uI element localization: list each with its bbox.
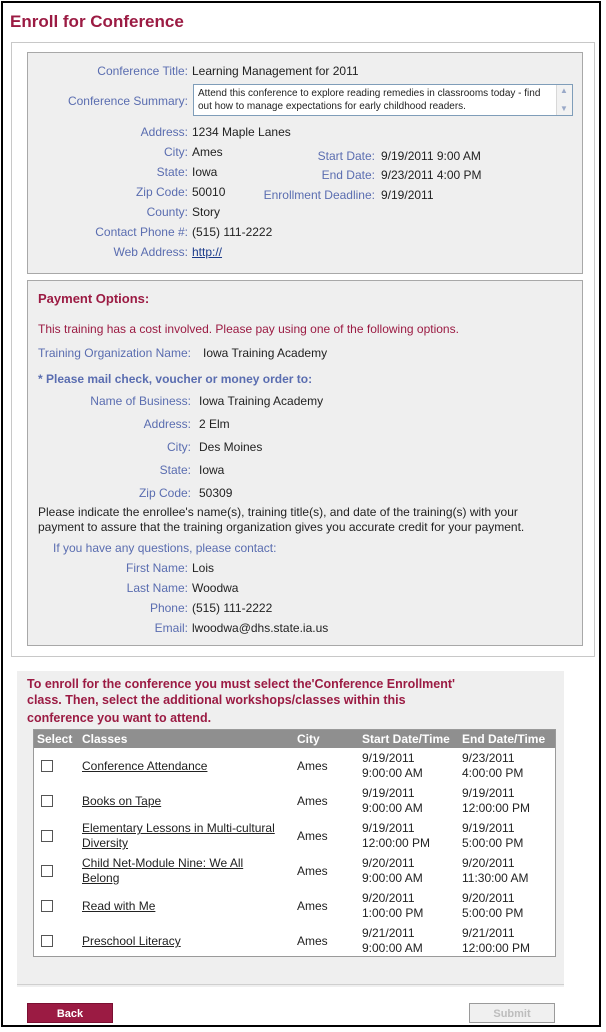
row-select-checkbox[interactable] [41,935,53,947]
end-time: 11:30:00 AM [462,871,529,885]
header-city: City [297,732,320,746]
end-date-value: 9/23/2011 4:00 PM [381,168,482,182]
submit-button[interactable]: Submit [469,1003,555,1023]
header-start: Start Date/Time [362,732,450,746]
row-select-checkbox[interactable] [41,795,53,807]
table-row [34,890,555,925]
class-link[interactable]: Read with Me [82,899,156,913]
state-value: Iowa [192,165,218,179]
table-header [34,730,555,748]
header-classes: Classes [82,732,128,746]
class-city: Ames [297,899,328,913]
payment-state-value: Iowa [199,463,225,477]
payment-city-value: Des Moines [199,440,263,454]
row-select-checkbox[interactable] [41,900,53,912]
end-date: 9/20/2011 [462,856,515,870]
state-label: State: [156,165,188,179]
end-time: 4:00:00 PM [462,766,524,780]
start-date: 9/21/2011 [362,926,415,940]
class-city: Ames [297,794,328,808]
start-date: 9/20/2011 [362,856,415,870]
class-link[interactable]: Books on Tape [82,794,162,808]
start-date-value: 9/19/2011 9:00 AM [381,149,481,163]
zip-label: Zip Code: [135,185,188,199]
enrollment-deadline-label: Enrollment Deadline: [263,188,375,202]
training-org-value: Iowa Training Academy [203,346,328,360]
conference-summary-label: Conference Summary: [67,94,188,108]
header-select: Select [37,732,73,746]
start-time: 1:00:00 PM [362,906,424,920]
email-value: lwoodwa@dhs.state.ia.us [192,621,329,635]
enroll-instruction-line1: To enroll for the conference you must select the'Conference Enrollment' [27,677,456,691]
start-date-label: Start Date: [317,149,375,163]
start-time: 9:00:00 AM [362,801,423,815]
end-date: 9/20/2011 [462,891,515,905]
last-name-label: Last Name: [126,581,188,595]
row-select-checkbox[interactable] [41,830,53,842]
enroll-instruction-line2: class. Then, select the additional workshops/classes within this [27,693,406,707]
class-city: Ames [297,934,328,948]
header-end: End Date/Time [462,732,546,746]
county-value: Story [192,205,221,219]
classes-table [33,729,556,957]
address-value: 1234 Maple Lanes [192,125,291,139]
start-date: 9/19/2011 [362,786,415,800]
end-date: 9/21/2011 [462,926,515,940]
city-value: Ames [192,145,223,159]
start-time: 9:00:00 AM [362,871,423,885]
summary-scrollbar[interactable] [556,85,572,115]
contact-phone2-value: (515) 111-2222 [192,601,273,615]
first-name-label: First Name: [125,561,188,575]
business-name-value: Iowa Training Academy [199,394,324,408]
table-row [34,925,555,960]
end-date-label: End Date: [321,168,375,182]
conference-title-value: Learning Management for 2011 [192,64,359,78]
payment-zip-value: 50309 [199,486,233,500]
start-date: 9/19/2011 [362,751,415,765]
end-time: 12:00:00 PM [462,801,531,815]
mail-instruction: * Please mail check, voucher or money order to: [38,372,313,386]
business-name-label: Name of Business: [90,394,191,408]
end-time: 5:00:00 PM [462,836,524,850]
class-link[interactable]: Preschool Literacy [82,934,181,948]
scroll-up-icon[interactable]: ▲ [560,86,568,95]
training-org-label: Training Organization Name: [38,346,191,360]
contact-phone-value: (515) 111-2222 [192,225,273,239]
end-date: 9/23/2011 [462,751,515,765]
zip-value: 50010 [192,185,226,199]
cost-notice: This training has a cost involved. Please pay using one of the following options. [38,322,459,336]
end-time: 5:00:00 PM [462,906,524,920]
class-link[interactable]: Conference Attendance [82,759,208,773]
contact-phone2-label: Phone: [149,601,188,615]
start-time: 9:00:00 AM [362,766,423,780]
county-label: County: [146,205,188,219]
end-date: 9/19/2011 [462,786,515,800]
payment-city-label: City: [167,440,191,454]
email-label: Email: [154,621,188,635]
class-link[interactable]: Elementary Lessons in Multi-cultural Diversity [82,821,275,850]
divider [17,984,564,985]
payment-options-heading: Payment Options: [38,291,150,306]
questions-contact-heading: If you have any questions, please contact: [53,541,277,555]
table-row [34,855,555,890]
end-time: 12:00:00 PM [462,941,531,955]
web-address-label: Web Address: [113,245,188,259]
row-select-checkbox[interactable] [41,865,53,877]
last-name-value: Woodwa [192,581,239,595]
enroll-instruction-line3: conference you want to attend. [27,711,212,725]
scroll-down-icon[interactable]: ▼ [560,104,568,113]
enrollment-deadline-value: 9/19/2011 [381,188,434,202]
first-name-value: Lois [192,561,215,575]
payment-address-value: 2 Elm [199,417,230,431]
start-date: 9/20/2011 [362,891,415,905]
class-city: Ames [297,759,328,773]
start-time: 12:00:00 PM [362,836,431,850]
city-label: City: [164,145,188,159]
payment-address-label: Address: [143,417,191,431]
start-date: 9/19/2011 [362,821,415,835]
class-city: Ames [297,829,328,843]
table-row [34,820,555,855]
conference-title-label: Conference Title: [97,64,188,78]
payment-instructions: Please indicate the enrollee's name(s), training title(s), and date of the training(s) with your payment to assure that the training organization gives you accurate credit for your payment. [38,505,525,534]
conference-summary-textarea[interactable] [193,84,573,116]
class-link[interactable]: Child Net-Module Nine: We All Belong [82,856,244,885]
back-button[interactable]: Back [27,1003,113,1023]
start-time: 9:00:00 AM [362,941,423,955]
table-row [34,750,555,785]
conference-summary-text: Attend this conference to explore reading remedies in classrooms today - find out how to manage expectations for early childhood readers. [198,88,541,112]
row-select-checkbox[interactable] [41,760,53,772]
address-label: Address: [140,125,188,139]
table-row [34,785,555,820]
class-city: Ames [297,864,328,878]
web-address-link[interactable]: http:// [192,245,223,259]
payment-zip-label: Zip Code: [138,486,191,500]
contact-phone-label: Contact Phone #: [95,225,188,239]
payment-state-label: State: [159,463,191,477]
page-title: Enroll for Conference [10,12,184,31]
end-date: 9/19/2011 [462,821,515,835]
